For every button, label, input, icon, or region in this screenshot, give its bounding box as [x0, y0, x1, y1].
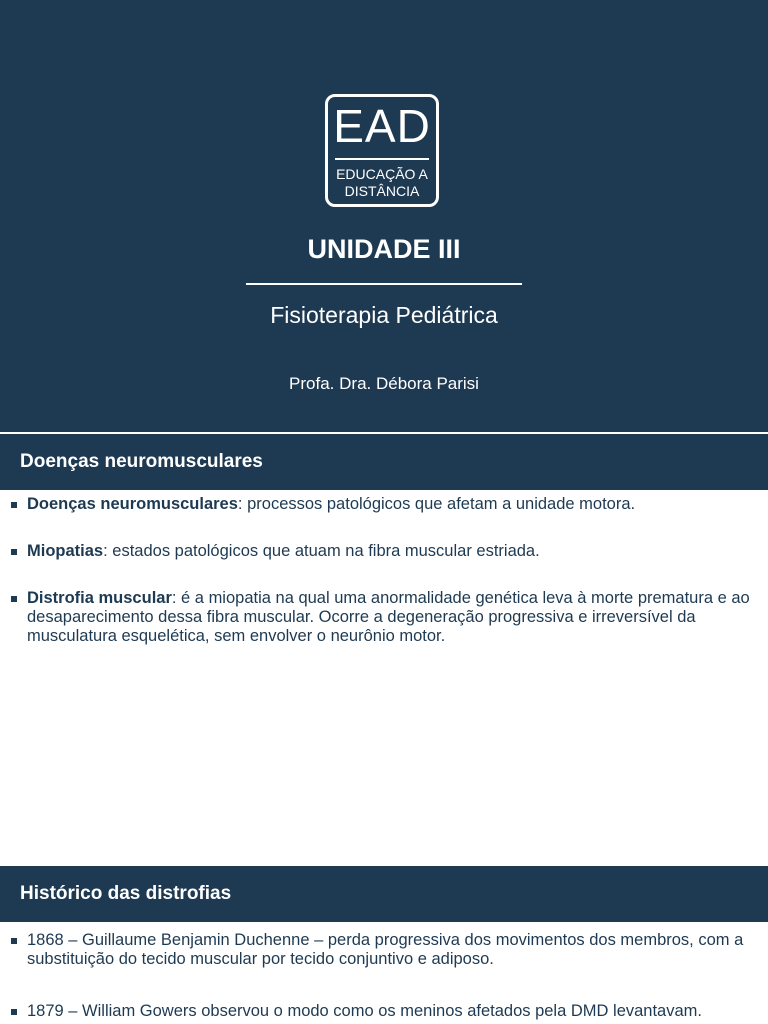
list-item	[0, 495, 768, 514]
bullet-list-historico	[0, 931, 768, 1021]
author-name: Profa. Dra. Débora Parisi	[289, 374, 479, 393]
list-item	[0, 542, 768, 561]
unit-title: UNIDADE III	[307, 234, 461, 264]
title-divider	[246, 283, 522, 285]
ead-logo	[325, 94, 439, 207]
item-term: Doenças neuromusculares	[27, 495, 238, 513]
logo-wordmark: EAD	[333, 100, 431, 152]
item-text: 1879 – William Gowers observou o modo como os meninos afetados pela DMD levantavam.	[27, 1002, 702, 1020]
bullet-icon	[11, 596, 17, 602]
slide-heading-doencas: Doenças neuromusculares	[0, 434, 768, 490]
course-title: Fisioterapia Pediátrica	[270, 302, 498, 328]
item-text: : é a miopatia na qual uma anormalidade genética leva à morte prematura e ao desaparecimento dessa fibra muscular. Ocorre a degeneração progressiva e irreversível da musculatura esquelética, sem envolver o neurônio motor.	[27, 589, 750, 645]
item-text: : estados patológicos que atuam na fibra muscular estriada.	[103, 542, 540, 560]
bullet-icon	[11, 938, 17, 944]
logo-subtitle-line-2: DISTÂNCIA	[344, 183, 420, 199]
list-item	[0, 589, 768, 646]
item-term: Miopatias	[27, 542, 104, 560]
bullet-icon	[11, 1009, 17, 1015]
item-text: 1868 – Guillaume Benjamin Duchenne – perda progressiva dos movimentos dos membros, com a substituição do tecido muscular por tecido conjuntivo e adiposo.	[27, 931, 744, 968]
bullet-icon	[11, 549, 17, 555]
logo-subtitle-line-1: EDUCAÇÃO A	[336, 166, 428, 182]
cover-slide	[0, 0, 768, 432]
bullet-icon	[11, 502, 17, 508]
bullet-list-doencas	[0, 495, 768, 674]
logo-divider	[335, 158, 429, 160]
list-item	[0, 1002, 768, 1021]
item-text: : processos patológicos que afetam a unidade motora.	[237, 495, 636, 513]
list-item	[0, 931, 768, 969]
item-term: Distrofia muscular	[27, 589, 172, 607]
slide-heading-historico: Histórico das distrofias	[0, 866, 768, 922]
logo-subtitle	[328, 166, 436, 200]
